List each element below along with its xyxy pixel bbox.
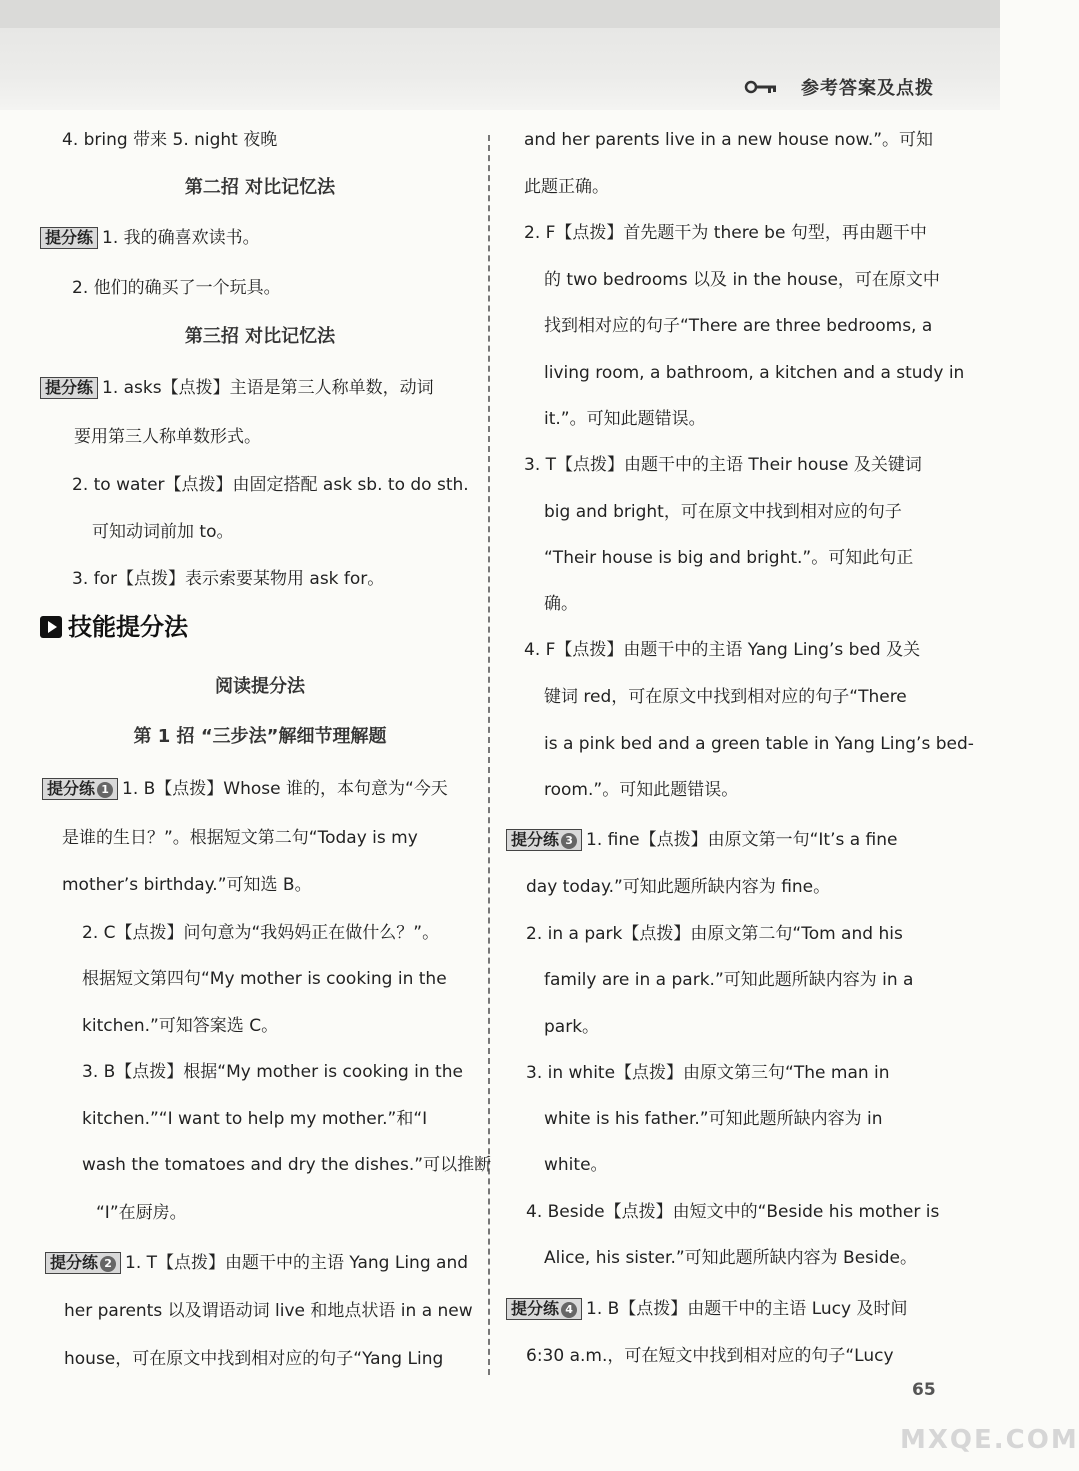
text-line bbox=[544, 1015, 599, 1039]
text-line bbox=[62, 128, 277, 152]
line-text: 3. T【点拨】由题干中的主语 Their house 及关键词 bbox=[524, 455, 922, 475]
line-text: 1. asks【点拨】主语是第三人称单数，动词 bbox=[102, 378, 434, 398]
line-text: mother’s birthday.”可知选 B。 bbox=[62, 875, 312, 895]
line-text: “I”在厨房。 bbox=[96, 1203, 187, 1223]
line-text: 1. B【点拨】由题干中的主语 Lucy 及时间 bbox=[586, 1299, 908, 1319]
practice-tag bbox=[40, 377, 98, 399]
line-text: 3. B【点拨】根据“My mother is cooking in the bbox=[82, 1062, 463, 1082]
page-number: 65 bbox=[912, 1380, 936, 1400]
line-text: 第二招 对比记忆法 bbox=[184, 177, 336, 198]
practice-tag bbox=[45, 1252, 121, 1274]
page-header bbox=[0, 0, 1000, 110]
section-heading bbox=[40, 615, 188, 639]
text-line bbox=[544, 407, 706, 431]
text-line bbox=[526, 1200, 939, 1224]
line-text: 2. in a park【点拨】由原文第二句“Tom and his bbox=[526, 924, 903, 944]
text-line bbox=[62, 873, 312, 897]
practice-number-badge: 4 bbox=[561, 1302, 577, 1318]
text-line bbox=[544, 1153, 608, 1177]
text-line bbox=[544, 732, 974, 756]
practice-number-badge: 3 bbox=[561, 833, 577, 849]
text-line bbox=[544, 1107, 883, 1131]
practice-tag-label: 提分练 bbox=[50, 1253, 99, 1272]
practice-tag-label: 提分练 bbox=[511, 1299, 560, 1318]
line-text: 1. fine【点拨】由原文第一句“It’s a fine bbox=[586, 830, 898, 850]
practice-tag bbox=[40, 227, 98, 249]
text-line bbox=[42, 777, 448, 801]
line-text: it.”。可知此题错误。 bbox=[544, 409, 706, 429]
line-text: and her parents live in a new house now.”。可知 bbox=[524, 130, 934, 150]
line-text: 的 two bedrooms 以及 in the house，可在原文中 bbox=[544, 270, 940, 290]
text-line bbox=[544, 314, 932, 338]
text-line bbox=[544, 500, 902, 524]
text-line bbox=[524, 128, 933, 152]
text-line bbox=[82, 921, 439, 945]
header-strip bbox=[0, 0, 1000, 28]
text-line bbox=[40, 226, 260, 250]
text-line bbox=[544, 1246, 917, 1270]
text-line bbox=[524, 638, 920, 662]
line-text: kitchen.”可知答案选 C。 bbox=[82, 1016, 279, 1036]
subheading bbox=[40, 725, 480, 749]
line-text: 键词 red，可在原文中找到相对应的句子“There bbox=[544, 687, 907, 707]
text-line bbox=[524, 453, 922, 477]
text-line bbox=[64, 1347, 443, 1371]
line-text: 2. F【点拨】首先题干为 there be 句型，再由题干中 bbox=[524, 223, 927, 243]
line-text: 4. F【点拨】由题干中的主语 Yang Ling’s bed 及关 bbox=[524, 640, 921, 660]
text-line bbox=[526, 875, 830, 899]
line-text: 2. to water【点拨】由固定搭配 ask sb. to do sth. bbox=[72, 475, 469, 495]
practice-tag-label: 提分练 bbox=[45, 228, 94, 247]
practice-tag-label: 提分练 bbox=[47, 779, 96, 798]
text-line bbox=[544, 268, 940, 292]
text-line bbox=[82, 967, 447, 991]
line-text: 2. C【点拨】问句意为“我妈妈正在做什么？”。 bbox=[82, 923, 440, 943]
line-text: her parents 以及谓语动词 live 和地点状语 in a new bbox=[64, 1301, 473, 1321]
line-text: park。 bbox=[544, 1017, 600, 1037]
practice-tag-label: 提分练 bbox=[511, 830, 560, 849]
header-title: 参考答案及点拨 bbox=[801, 78, 934, 99]
practice-tag bbox=[42, 778, 118, 800]
line-text: 技能提分法 bbox=[68, 613, 188, 641]
text-line bbox=[506, 828, 898, 852]
line-text: 6:30 a.m.，可在短文中找到相对应的句子“Lucy bbox=[526, 1346, 894, 1366]
line-text: family are in a park.”可知此题所缺内容为 in a bbox=[544, 970, 914, 990]
text-line bbox=[62, 826, 418, 850]
line-text: 第 1 招 “三步法”解细节理解题 bbox=[133, 726, 387, 747]
line-text: 阅读提分法 bbox=[215, 676, 305, 697]
text-line bbox=[74, 425, 261, 449]
line-text: 1. 我的确喜欢读书。 bbox=[102, 228, 260, 248]
text-line bbox=[92, 520, 233, 544]
line-text: white。 bbox=[544, 1155, 608, 1175]
line-text: big and bright，可在原文中找到相对应的句子 bbox=[544, 502, 902, 522]
text-line bbox=[526, 922, 903, 946]
text-line bbox=[64, 1299, 473, 1323]
text-line bbox=[96, 1201, 187, 1225]
line-text: day today.”可知此题所缺内容为 fine。 bbox=[526, 877, 831, 897]
line-text: 1. B【点拨】Whose 谁的，本句意为“今天 bbox=[122, 779, 448, 799]
line-text: 3. for【点拨】表示索要某物用 ask for。 bbox=[72, 569, 385, 589]
text-line bbox=[506, 1297, 907, 1321]
line-text: room.”。可知此题错误。 bbox=[544, 780, 739, 800]
line-text: 可知动词前加 to。 bbox=[92, 522, 234, 542]
text-line bbox=[544, 361, 964, 385]
line-text: 1. T【点拨】由题干中的主语 Yang Ling and bbox=[125, 1253, 469, 1273]
line-text: is a pink bed and a green table in Yang Ling’s bed- bbox=[544, 734, 974, 754]
line-text: wash the tomatoes and dry the dishes.”可以推断 bbox=[82, 1155, 492, 1175]
text-line bbox=[40, 376, 434, 400]
text-line bbox=[45, 1251, 468, 1275]
practice-tag bbox=[506, 1298, 582, 1320]
text-line bbox=[544, 592, 578, 616]
play-icon bbox=[40, 616, 62, 638]
text-line bbox=[82, 1153, 491, 1177]
line-text: 确。 bbox=[544, 594, 578, 614]
text-line bbox=[526, 1344, 894, 1368]
line-text: 要用第三人称单数形式。 bbox=[74, 427, 261, 447]
line-text: 4. Beside【点拨】由短文中的“Beside his mother is bbox=[526, 1202, 940, 1222]
line-text: living room, a bathroom, a kitchen and a study in bbox=[544, 363, 965, 383]
line-text: house，可在原文中找到相对应的句子“Yang Ling bbox=[64, 1349, 444, 1369]
line-text: 4. bring 带来 5. night 夜晚 bbox=[62, 130, 278, 150]
text-line bbox=[524, 175, 609, 199]
line-text: “Their house is big and bright.”。可知此句正 bbox=[544, 548, 914, 568]
line-text: 是谁的生日？”。根据短文第二句“Today is my bbox=[62, 828, 418, 848]
subheading bbox=[40, 675, 480, 699]
text-line bbox=[544, 968, 913, 992]
practice-number-badge: 2 bbox=[100, 1256, 116, 1272]
text-line bbox=[526, 1061, 890, 1085]
text-line bbox=[544, 685, 907, 709]
subheading bbox=[40, 325, 480, 349]
text-line bbox=[72, 567, 384, 591]
practice-number-badge: 1 bbox=[97, 782, 113, 798]
text-line bbox=[544, 546, 913, 570]
text-line bbox=[524, 221, 927, 245]
text-line bbox=[72, 276, 281, 300]
text-line bbox=[72, 473, 469, 497]
practice-tag bbox=[506, 829, 582, 851]
text-line bbox=[82, 1107, 427, 1131]
text-line bbox=[544, 778, 738, 802]
key-icon bbox=[744, 80, 778, 94]
subheading bbox=[40, 176, 480, 200]
text-line bbox=[82, 1060, 463, 1084]
text-line bbox=[82, 1014, 278, 1038]
practice-tag-label: 提分练 bbox=[45, 378, 94, 397]
line-text: white is his father.”可知此题所缺内容为 in bbox=[544, 1109, 883, 1129]
line-text: kitchen.”“I want to help my mother.”和“I bbox=[82, 1109, 428, 1129]
line-text: 根据短文第四句“My mother is cooking in the bbox=[82, 969, 447, 989]
column-divider bbox=[488, 135, 490, 1375]
line-text: 找到相对应的句子“There are three bedrooms, a bbox=[544, 316, 933, 336]
line-text: 第三招 对比记忆法 bbox=[184, 326, 336, 347]
watermark-site: MXQE.COM bbox=[900, 1425, 1079, 1455]
line-text: 3. in white【点拨】由原文第三句“The man in bbox=[526, 1063, 890, 1083]
line-text: 2. 他们的确买了一个玩具。 bbox=[72, 278, 281, 298]
line-text: 此题正确。 bbox=[524, 177, 609, 197]
line-text: Alice, his sister.”可知此题所缺内容为 Beside。 bbox=[544, 1248, 918, 1268]
